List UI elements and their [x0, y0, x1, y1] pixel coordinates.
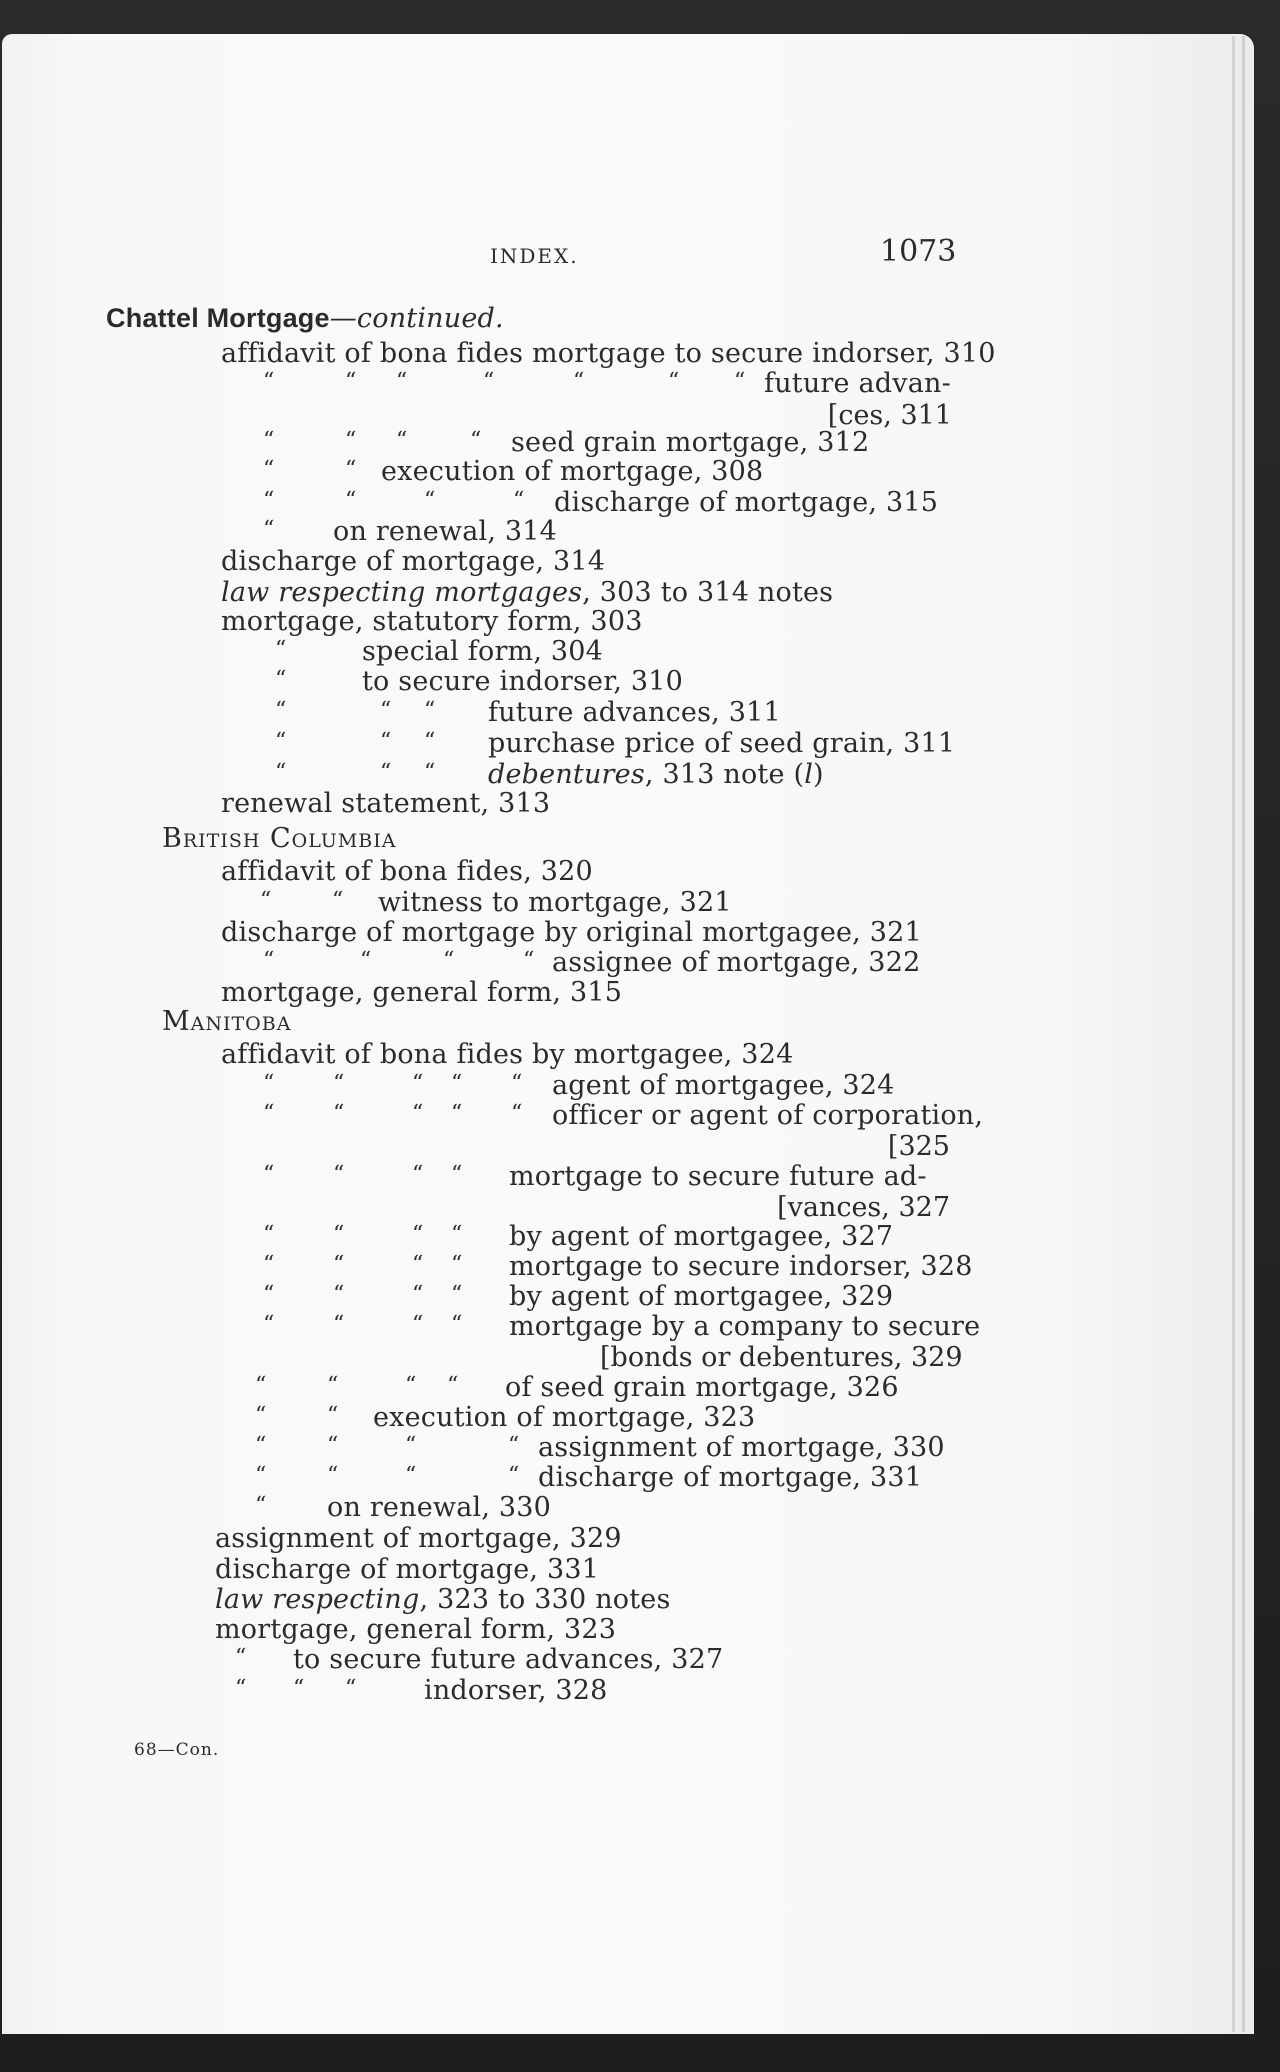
ditto-mark: “ [405, 1463, 417, 1488]
index-line: discharge of mortgage, 314 [221, 546, 606, 577]
page-number: 1073 [880, 234, 957, 269]
italic-term: law respecting [215, 1584, 420, 1615]
ditto-mark: “ [332, 888, 344, 913]
index-line: purchase price of seed grain, 311 [488, 728, 956, 759]
ditto-mark: “ [327, 1403, 339, 1428]
index-line: mortgage, general form, 323 [215, 1614, 617, 1645]
ditto-mark: “ [412, 1101, 424, 1126]
ditto-mark: “ [451, 1312, 463, 1337]
ditto-mark: “ [573, 369, 585, 394]
ditto-mark: “ [380, 760, 392, 785]
index-continuation: [vances, 327 [777, 1192, 950, 1223]
index-line: on renewal, 314 [333, 516, 558, 547]
ditto-mark: “ [333, 1162, 345, 1187]
note-letter: l [804, 759, 814, 790]
index-line: assignment of mortgage, 330 [538, 1432, 945, 1463]
index-continuation: [325 [887, 1131, 950, 1162]
heading-continued: —continued. [329, 303, 504, 334]
index-line: execution of mortgage, 323 [373, 1402, 756, 1433]
italic-term: law respecting mortgages [221, 577, 583, 608]
ditto-mark: “ [263, 457, 275, 482]
ditto-mark: “ [451, 1252, 463, 1277]
ditto-mark: “ [424, 729, 436, 754]
ditto-mark: “ [451, 1071, 463, 1096]
index-line: mortgage, statutory form, 303 [221, 606, 643, 637]
ditto-mark: “ [380, 729, 392, 754]
ditto-mark: “ [508, 1463, 520, 1488]
ditto-mark: “ [470, 428, 482, 453]
ditto-mark: “ [345, 1676, 357, 1701]
ditto-mark: “ [508, 1433, 520, 1458]
ditto-mark: “ [333, 1312, 345, 1337]
index-line: affidavit of bona fides mortgage to secure indorser, 310 [221, 338, 996, 369]
ditto-mark: “ [511, 1071, 523, 1096]
ditto-mark: “ [263, 1252, 275, 1277]
ditto-mark: “ [511, 1101, 523, 1126]
index-line: affidavit of bona fides, 320 [221, 856, 593, 887]
ditto-mark: “ [345, 457, 357, 482]
index-line: discharge of mortgage, 331 [538, 1462, 923, 1493]
ditto-mark: “ [424, 760, 436, 785]
ditto-mark: “ [333, 1282, 345, 1307]
index-line: on renewal, 330 [327, 1492, 552, 1523]
ditto-mark: “ [333, 1071, 345, 1096]
ditto-mark: “ [275, 637, 287, 662]
ditto-mark: “ [255, 1463, 267, 1488]
index-line: mortgage, general form, 315 [221, 977, 623, 1008]
index-line: by agent of mortgagee, 327 [509, 1221, 894, 1252]
index-line: of seed grain mortgage, 326 [505, 1372, 899, 1403]
ditto-mark: “ [255, 1373, 267, 1398]
ditto-mark: “ [345, 369, 357, 394]
ditto-mark: “ [327, 1433, 339, 1458]
ditto-mark: “ [293, 1676, 305, 1701]
ditto-mark: “ [263, 1162, 275, 1187]
ditto-mark: “ [443, 948, 455, 973]
ditto-mark: “ [360, 948, 372, 973]
ditto-mark: “ [275, 667, 287, 692]
index-line: mortgage to secure future ad- [509, 1161, 927, 1192]
ditto-mark: “ [513, 488, 525, 513]
ditto-mark: “ [396, 369, 408, 394]
ditto-mark: “ [483, 369, 495, 394]
index-line: seed grain mortgage, 312 [511, 427, 870, 458]
section-heading-manitoba: Manitoba [162, 1006, 292, 1037]
ditto-mark: “ [333, 1222, 345, 1247]
line-end: ) [813, 759, 824, 790]
ditto-mark: “ [405, 1373, 417, 1398]
ditto-mark: “ [412, 1252, 424, 1277]
ditto-mark: “ [260, 888, 272, 913]
entry-heading [106, 302, 504, 335]
line-rest: , 303 to 314 notes [582, 577, 834, 608]
ditto-mark: “ [255, 1403, 267, 1428]
ditto-mark: “ [263, 1101, 275, 1126]
ditto-mark: “ [255, 1433, 267, 1458]
ditto-mark: “ [451, 1101, 463, 1126]
index-line: indorser, 328 [424, 1675, 608, 1706]
ditto-mark: “ [255, 1493, 267, 1518]
ditto-mark: “ [523, 948, 535, 973]
ditto-mark: “ [668, 369, 680, 394]
ditto-mark: “ [412, 1312, 424, 1337]
index-line: to secure indorser, 310 [362, 666, 684, 697]
ditto-mark: “ [734, 369, 746, 394]
ditto-mark: “ [412, 1222, 424, 1247]
ditto-mark: “ [451, 1162, 463, 1187]
ditto-mark: “ [412, 1282, 424, 1307]
ditto-mark: “ [235, 1645, 247, 1670]
index-line: witness to mortgage, 321 [378, 887, 732, 918]
ditto-mark: “ [263, 428, 275, 453]
italic-term: debentures [488, 759, 645, 790]
index-line: officer or agent of corporation, [552, 1100, 984, 1131]
ditto-mark: “ [263, 948, 275, 973]
signature-mark: 68—Con. [134, 1740, 220, 1760]
index-continuation: [ces, 311 [827, 400, 952, 431]
line-rest: , 323 to 330 notes [419, 1584, 671, 1615]
ditto-mark: “ [263, 517, 275, 542]
index-line: to secure future advances, 327 [293, 1644, 724, 1675]
index-line: execution of mortgage, 308 [381, 456, 764, 487]
index-line: future advan- [764, 368, 951, 399]
ditto-mark: “ [263, 369, 275, 394]
line-rest: , 313 note ( [644, 759, 805, 790]
ditto-mark: “ [263, 1312, 275, 1337]
index-line: mortgage by a company to secure [509, 1311, 981, 1342]
heading-term: Chattel Mortgage [106, 303, 330, 333]
ditto-mark: “ [451, 1282, 463, 1307]
index-continuation: [bonds or debentures, 329 [600, 1342, 963, 1373]
index-line: assignee of mortgage, 322 [552, 947, 921, 978]
ditto-mark: “ [275, 698, 287, 723]
index-line: assignment of mortgage, 329 [215, 1523, 622, 1554]
index-line: discharge of mortgage, 315 [554, 487, 939, 518]
ditto-mark: “ [412, 1162, 424, 1187]
ditto-mark: “ [405, 1433, 417, 1458]
index-line: future advances, 311 [488, 697, 781, 728]
index-line [488, 759, 824, 791]
ditto-mark: “ [451, 1222, 463, 1247]
ditto-mark: “ [380, 698, 392, 723]
index-line [215, 1584, 671, 1616]
ditto-mark: “ [396, 428, 408, 453]
ditto-mark: “ [235, 1676, 247, 1701]
page-edge [1242, 36, 1245, 2032]
index-line: by agent of mortgagee, 329 [509, 1281, 894, 1312]
index-line: agent of mortgagee, 324 [552, 1070, 895, 1101]
page-edge [1232, 36, 1235, 2032]
ditto-mark: “ [345, 488, 357, 513]
index-line: discharge of mortgage, 331 [215, 1554, 600, 1585]
ditto-mark: “ [424, 698, 436, 723]
ditto-mark: “ [333, 1252, 345, 1277]
index-line: special form, 304 [362, 636, 604, 667]
index-line: renewal statement, 313 [221, 788, 551, 819]
ditto-mark: “ [263, 1222, 275, 1247]
ditto-mark: “ [275, 760, 287, 785]
ditto-mark: “ [327, 1463, 339, 1488]
ditto-mark: “ [275, 729, 287, 754]
ditto-mark: “ [424, 488, 436, 513]
ditto-mark: “ [263, 1071, 275, 1096]
index-line: affidavit of bona fides by mortgagee, 324 [221, 1039, 794, 1070]
ditto-mark: “ [447, 1373, 459, 1398]
index-line [221, 577, 833, 609]
ditto-mark: “ [412, 1071, 424, 1096]
index-line: discharge of mortgage by original mortgagee, 321 [221, 917, 922, 948]
section-heading-british-columbia: British Columbia [162, 823, 397, 854]
ditto-mark: “ [263, 488, 275, 513]
ditto-mark: “ [345, 428, 357, 453]
index-line: mortgage to secure indorser, 328 [509, 1251, 973, 1282]
ditto-mark: “ [327, 1373, 339, 1398]
ditto-mark: “ [263, 1282, 275, 1307]
running-head: INDEX. [490, 244, 579, 268]
ditto-mark: “ [333, 1101, 345, 1126]
